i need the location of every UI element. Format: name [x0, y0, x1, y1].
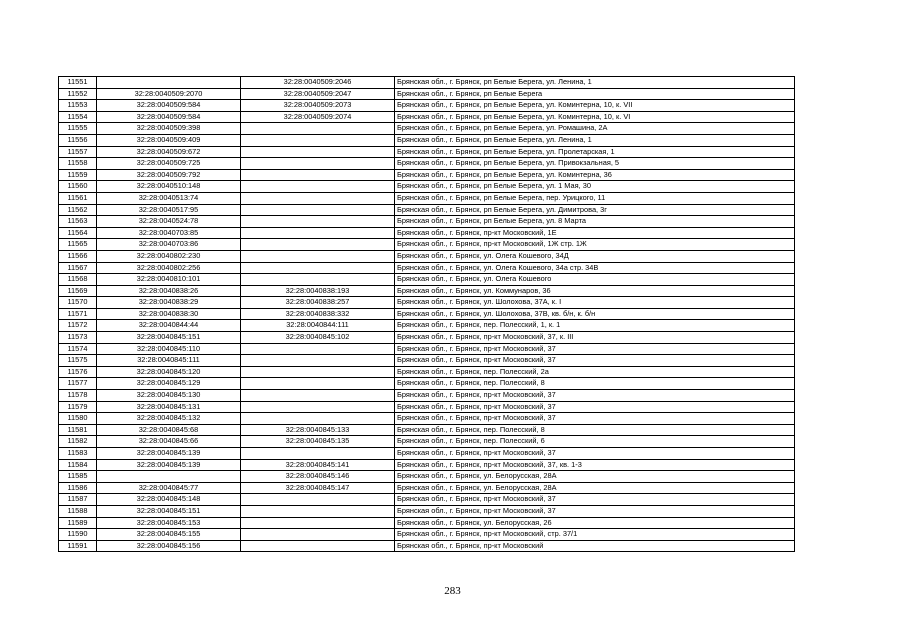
- cadastral-number-cell: 32:28:0040845:129: [97, 378, 241, 390]
- table-row: [59, 390, 795, 402]
- row-number-cell: 11575: [59, 355, 97, 367]
- address-cell: Брянская обл., г. Брянск, ул. Шолохова, 37А, к. I: [395, 297, 795, 309]
- related-cadastral-number-cell: [241, 146, 395, 158]
- related-cadastral-number-cell: [241, 505, 395, 517]
- related-cadastral-number-cell: [241, 540, 395, 552]
- cadastral-number-cell: [97, 77, 241, 89]
- row-number-cell: 11567: [59, 262, 97, 274]
- table-row: [59, 88, 795, 100]
- address-cell: Брянская обл., г. Брянск, ул. Олега Кошевого: [395, 274, 795, 286]
- address-cell: Брянская обл., г. Брянск, ул. Белорусская, 28А: [395, 482, 795, 494]
- row-number-cell: 11584: [59, 459, 97, 471]
- table-row: [59, 297, 795, 309]
- row-number-cell: 11574: [59, 343, 97, 355]
- table-row: [59, 517, 795, 529]
- row-number-cell: 11555: [59, 123, 97, 135]
- row-number-cell: 11558: [59, 158, 97, 170]
- cadastral-number-cell: 32:28:0040509:584: [97, 111, 241, 123]
- address-cell: Брянская обл., г. Брянск, пр-кт Московский, 37: [395, 343, 795, 355]
- row-number-cell: 11577: [59, 378, 97, 390]
- related-cadastral-number-cell: 32:28:0040509:2046: [241, 77, 395, 89]
- table-row: [59, 227, 795, 239]
- related-cadastral-number-cell: [241, 401, 395, 413]
- address-cell: Брянская обл., г. Брянск, ул. Коммунаров, 36: [395, 285, 795, 297]
- related-cadastral-number-cell: [241, 413, 395, 425]
- cadastral-number-cell: 32:28:0040845:131: [97, 401, 241, 413]
- row-number-cell: 11553: [59, 100, 97, 112]
- table-row: [59, 366, 795, 378]
- related-cadastral-number-cell: [241, 192, 395, 204]
- cadastral-number-cell: 32:28:0040845:120: [97, 366, 241, 378]
- related-cadastral-number-cell: [241, 343, 395, 355]
- cadastral-number-cell: 32:28:0040509:725: [97, 158, 241, 170]
- related-cadastral-number-cell: [241, 355, 395, 367]
- row-number-cell: 11563: [59, 216, 97, 228]
- cadastral-number-cell: 32:28:0040802:256: [97, 262, 241, 274]
- row-number-cell: 11560: [59, 181, 97, 193]
- related-cadastral-number-cell: [241, 134, 395, 146]
- address-cell: Брянская обл., г. Брянск, ул. Белорусская, 26: [395, 517, 795, 529]
- row-number-cell: 11556: [59, 134, 97, 146]
- table-row: [59, 505, 795, 517]
- cadastral-number-cell: 32:28:0040838:26: [97, 285, 241, 297]
- row-number-cell: 11565: [59, 239, 97, 251]
- table-row: [59, 482, 795, 494]
- related-cadastral-number-cell: 32:28:0040838:257: [241, 297, 395, 309]
- cadastral-number-cell: 32:28:0040845:66: [97, 436, 241, 448]
- table-row: [59, 355, 795, 367]
- related-cadastral-number-cell: [241, 274, 395, 286]
- cadastral-number-cell: 32:28:0040510:148: [97, 181, 241, 193]
- address-cell: Брянская обл., г. Брянск, рп Белые Берега, ул. Ленина, 1: [395, 77, 795, 89]
- row-number-cell: 11570: [59, 297, 97, 309]
- table-row: [59, 100, 795, 112]
- table-row: [59, 540, 795, 552]
- address-cell: Брянская обл., г. Брянск, рп Белые Берега, ул. Пролетарская, 1: [395, 146, 795, 158]
- cadastral-number-cell: 32:28:0040845:110: [97, 343, 241, 355]
- table-row: [59, 285, 795, 297]
- table-row: [59, 471, 795, 483]
- related-cadastral-number-cell: 32:28:0040845:102: [241, 332, 395, 344]
- cadastral-number-cell: 32:28:0040845:139: [97, 459, 241, 471]
- cadastral-number-cell: 32:28:0040845:155: [97, 529, 241, 541]
- row-number-cell: 11571: [59, 308, 97, 320]
- row-number-cell: 11573: [59, 332, 97, 344]
- address-cell: Брянская обл., г. Брянск, пр-кт Московский, 37: [395, 413, 795, 425]
- row-number-cell: 11583: [59, 448, 97, 460]
- address-cell: Брянская обл., г. Брянск, ул. Белорусская, 28А: [395, 471, 795, 483]
- table-row: [59, 111, 795, 123]
- related-cadastral-number-cell: 32:28:0040838:332: [241, 308, 395, 320]
- table-row: [59, 378, 795, 390]
- related-cadastral-number-cell: 32:28:0040845:141: [241, 459, 395, 471]
- table-row: [59, 239, 795, 251]
- address-cell: Брянская обл., г. Брянск, рп Белые Берега, ул. Димитрова, 3г: [395, 204, 795, 216]
- row-number-cell: 11588: [59, 505, 97, 517]
- cadastral-number-cell: 32:28:0040703:85: [97, 227, 241, 239]
- table-row: [59, 123, 795, 135]
- row-number-cell: 11580: [59, 413, 97, 425]
- cadastral-number-cell: 32:28:0040845:68: [97, 424, 241, 436]
- row-number-cell: 11559: [59, 169, 97, 181]
- row-number-cell: 11569: [59, 285, 97, 297]
- registry-table-body: [59, 77, 795, 552]
- row-number-cell: 11551: [59, 77, 97, 89]
- related-cadastral-number-cell: [241, 517, 395, 529]
- address-cell: Брянская обл., г. Брянск, пер. Полесский, 1, к. 1: [395, 320, 795, 332]
- row-number-cell: 11568: [59, 274, 97, 286]
- address-cell: Брянская обл., г. Брянск, рп Белые Берега, пер. Урицкого, 11: [395, 192, 795, 204]
- address-cell: Брянская обл., г. Брянск, пр-кт Московский, 37: [395, 448, 795, 460]
- row-number-cell: 11561: [59, 192, 97, 204]
- related-cadastral-number-cell: 32:28:0040838:193: [241, 285, 395, 297]
- address-cell: Брянская обл., г. Брянск, рп Белые Берега, ул. Коминтерна, 10, к. VII: [395, 100, 795, 112]
- row-number-cell: 11572: [59, 320, 97, 332]
- cadastral-number-cell: 32:28:0040845:148: [97, 494, 241, 506]
- cadastral-number-cell: 32:28:0040509:409: [97, 134, 241, 146]
- cadastral-number-cell: 32:28:0040517:95: [97, 204, 241, 216]
- related-cadastral-number-cell: [241, 227, 395, 239]
- related-cadastral-number-cell: 32:28:0040509:2074: [241, 111, 395, 123]
- related-cadastral-number-cell: 32:28:0040509:2073: [241, 100, 395, 112]
- address-cell: Брянская обл., г. Брянск, пер. Полесский, 8: [395, 424, 795, 436]
- related-cadastral-number-cell: 32:28:0040845:133: [241, 424, 395, 436]
- cadastral-number-cell: 32:28:0040810:101: [97, 274, 241, 286]
- table-row: [59, 134, 795, 146]
- related-cadastral-number-cell: [241, 181, 395, 193]
- cadastral-number-cell: 32:28:0040844:44: [97, 320, 241, 332]
- related-cadastral-number-cell: 32:28:0040844:111: [241, 320, 395, 332]
- address-cell: Брянская обл., г. Брянск, пр-кт Московский, 37: [395, 494, 795, 506]
- address-cell: Брянская обл., г. Брянск, пр-кт Московский, 37: [395, 401, 795, 413]
- table-row: [59, 413, 795, 425]
- cadastral-number-cell: 32:28:0040845:77: [97, 482, 241, 494]
- table-row: [59, 181, 795, 193]
- address-cell: Брянская обл., г. Брянск, пр-кт Московский, стр. 37/1: [395, 529, 795, 541]
- cadastral-number-cell: 32:28:0040509:398: [97, 123, 241, 135]
- cadastral-number-cell: 32:28:0040802:230: [97, 250, 241, 262]
- row-number-cell: 11590: [59, 529, 97, 541]
- related-cadastral-number-cell: [241, 378, 395, 390]
- cadastral-number-cell: 32:28:0040845:156: [97, 540, 241, 552]
- table-row: [59, 424, 795, 436]
- cadastral-number-cell: 32:28:0040509:792: [97, 169, 241, 181]
- table-row: [59, 332, 795, 344]
- related-cadastral-number-cell: [241, 529, 395, 541]
- table-row: [59, 192, 795, 204]
- cadastral-number-cell: 32:28:0040845:111: [97, 355, 241, 367]
- table-row: [59, 320, 795, 332]
- address-cell: Брянская обл., г. Брянск, рп Белые Берега, ул. Коминтерна, 36: [395, 169, 795, 181]
- address-cell: Брянская обл., г. Брянск, рп Белые Берега, ул. Привокзальная, 5: [395, 158, 795, 170]
- cadastral-number-cell: 32:28:0040509:584: [97, 100, 241, 112]
- address-cell: Брянская обл., г. Брянск, пр-кт Московский, 37: [395, 355, 795, 367]
- address-cell: Брянская обл., г. Брянск, рп Белые Берега, ул. Ленина, 1: [395, 134, 795, 146]
- row-number-cell: 11554: [59, 111, 97, 123]
- cadastral-number-cell: 32:28:0040524:78: [97, 216, 241, 228]
- cadastral-number-cell: 32:28:0040845:139: [97, 448, 241, 460]
- cadastral-number-cell: 32:28:0040838:29: [97, 297, 241, 309]
- address-cell: Брянская обл., г. Брянск, пер. Полесский, 8: [395, 378, 795, 390]
- cadastral-number-cell: 32:28:0040845:151: [97, 332, 241, 344]
- cadastral-number-cell: 32:28:0040509:2070: [97, 88, 241, 100]
- table-row: [59, 169, 795, 181]
- address-cell: Брянская обл., г. Брянск, пер. Полесский, 2а: [395, 366, 795, 378]
- row-number-cell: 11587: [59, 494, 97, 506]
- table-row: [59, 436, 795, 448]
- address-cell: Брянская обл., г. Брянск, пер. Полесский, 6: [395, 436, 795, 448]
- row-number-cell: 11562: [59, 204, 97, 216]
- row-number-cell: 11564: [59, 227, 97, 239]
- cadastral-number-cell: 32:28:0040845:151: [97, 505, 241, 517]
- table-row: [59, 494, 795, 506]
- cadastral-number-cell: 32:28:0040845:132: [97, 413, 241, 425]
- table-row: [59, 529, 795, 541]
- cadastral-number-cell: 32:28:0040838:30: [97, 308, 241, 320]
- address-cell: Брянская обл., г. Брянск, пр-кт Московский, 37: [395, 505, 795, 517]
- registry-table: [58, 76, 795, 552]
- table-row: [59, 262, 795, 274]
- row-number-cell: 11585: [59, 471, 97, 483]
- address-cell: Брянская обл., г. Брянск, пр-кт Московский, 37, кв. 1-3: [395, 459, 795, 471]
- table-row: [59, 77, 795, 89]
- row-number-cell: 11581: [59, 424, 97, 436]
- address-cell: Брянская обл., г. Брянск, рп Белые Берега, ул. Коминтерна, 10, к. VI: [395, 111, 795, 123]
- address-cell: Брянская обл., г. Брянск, пр-кт Московский, 1Ж стр. 1Ж: [395, 239, 795, 251]
- related-cadastral-number-cell: [241, 239, 395, 251]
- table-row: [59, 401, 795, 413]
- address-cell: Брянская обл., г. Брянск, пр-кт Московский, 37: [395, 390, 795, 402]
- cadastral-number-cell: 32:28:0040513:74: [97, 192, 241, 204]
- cadastral-number-cell: 32:28:0040703:86: [97, 239, 241, 251]
- related-cadastral-number-cell: [241, 250, 395, 262]
- related-cadastral-number-cell: 32:28:0040509:2047: [241, 88, 395, 100]
- row-number-cell: 11579: [59, 401, 97, 413]
- address-cell: Брянская обл., г. Брянск, рп Белые Берега, ул. Ромашина, 2А: [395, 123, 795, 135]
- related-cadastral-number-cell: [241, 448, 395, 460]
- table-row: [59, 448, 795, 460]
- related-cadastral-number-cell: [241, 366, 395, 378]
- table-row: [59, 158, 795, 170]
- row-number-cell: 11552: [59, 88, 97, 100]
- address-cell: Брянская обл., г. Брянск, пр-кт Московский: [395, 540, 795, 552]
- related-cadastral-number-cell: 32:28:0040845:146: [241, 471, 395, 483]
- cadastral-number-cell: 32:28:0040509:672: [97, 146, 241, 158]
- row-number-cell: 11557: [59, 146, 97, 158]
- page-number: 283: [444, 585, 461, 597]
- address-cell: Брянская обл., г. Брянск, рп Белые Берега, ул. 8 Марта: [395, 216, 795, 228]
- table-row: [59, 343, 795, 355]
- table-row: [59, 146, 795, 158]
- address-cell: Брянская обл., г. Брянск, ул. Шолохова, 37В, кв. б/н, к. б/н: [395, 308, 795, 320]
- related-cadastral-number-cell: [241, 390, 395, 402]
- row-number-cell: 11582: [59, 436, 97, 448]
- address-cell: Брянская обл., г. Брянск, ул. Олега Кошевого, 34Д: [395, 250, 795, 262]
- table-row: [59, 274, 795, 286]
- related-cadastral-number-cell: 32:28:0040845:135: [241, 436, 395, 448]
- cadastral-number-cell: [97, 471, 241, 483]
- row-number-cell: 11578: [59, 390, 97, 402]
- related-cadastral-number-cell: [241, 204, 395, 216]
- address-cell: Брянская обл., г. Брянск, рп Белые Берега: [395, 88, 795, 100]
- table-row: [59, 459, 795, 471]
- cadastral-number-cell: 32:28:0040845:153: [97, 517, 241, 529]
- related-cadastral-number-cell: [241, 262, 395, 274]
- row-number-cell: 11589: [59, 517, 97, 529]
- address-cell: Брянская обл., г. Брянск, пр-кт Московский, 1Е: [395, 227, 795, 239]
- table-row: [59, 216, 795, 228]
- cadastral-number-cell: 32:28:0040845:130: [97, 390, 241, 402]
- related-cadastral-number-cell: [241, 169, 395, 181]
- table-row: [59, 308, 795, 320]
- table-row: [59, 204, 795, 216]
- table-row: [59, 250, 795, 262]
- address-cell: Брянская обл., г. Брянск, пр-кт Московский, 37, к. III: [395, 332, 795, 344]
- related-cadastral-number-cell: [241, 158, 395, 170]
- address-cell: Брянская обл., г. Брянск, ул. Олега Кошевого, 34а стр. 34В: [395, 262, 795, 274]
- related-cadastral-number-cell: 32:28:0040845:147: [241, 482, 395, 494]
- row-number-cell: 11591: [59, 540, 97, 552]
- row-number-cell: 11586: [59, 482, 97, 494]
- related-cadastral-number-cell: [241, 123, 395, 135]
- related-cadastral-number-cell: [241, 216, 395, 228]
- row-number-cell: 11566: [59, 250, 97, 262]
- row-number-cell: 11576: [59, 366, 97, 378]
- related-cadastral-number-cell: [241, 494, 395, 506]
- address-cell: Брянская обл., г. Брянск, рп Белые Берега, ул. 1 Мая, 30: [395, 181, 795, 193]
